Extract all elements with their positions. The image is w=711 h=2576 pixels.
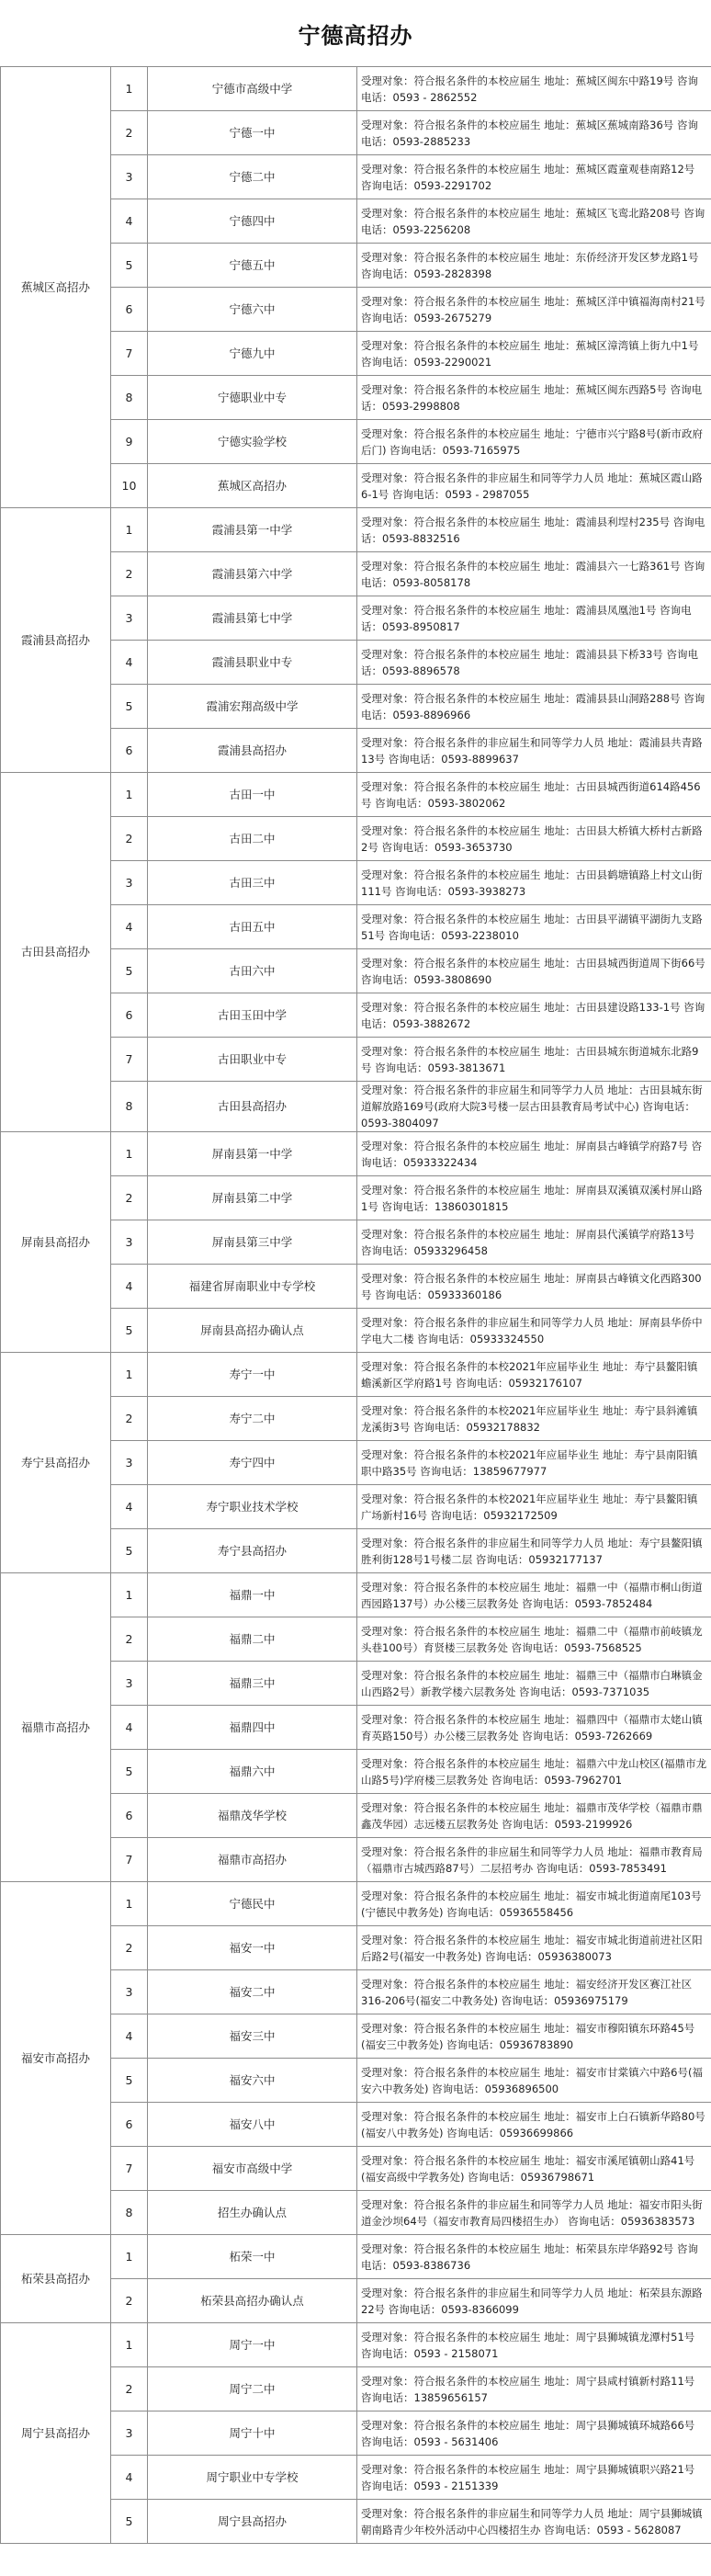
row-number: 5	[111, 949, 148, 993]
row-number: 7	[111, 1038, 148, 1082]
school-info: 受理对象：符合报名条件的本校2021年应届毕业生 地址：寿宁县南阳镇职中路35号 咨询电话：13859677977	[357, 1441, 711, 1485]
school-info: 受理对象：符合报名条件的本校2021年应届毕业生 地址：寿宁县鳌阳镇广场新村16号 咨询电话：05932172509	[357, 1485, 711, 1529]
school-name: 古田县高招办	[148, 1082, 357, 1132]
school-name: 周宁十中	[148, 2411, 357, 2456]
school-name: 霞浦宏翔高级中学	[148, 685, 357, 729]
district-name: 福鼎市高招办	[1, 1573, 111, 1882]
school-name: 周宁二中	[148, 2367, 357, 2411]
row-number: 6	[111, 993, 148, 1038]
school-info: 受理对象：符合报名条件的本校应届生 地址：福安市甘棠镇六中路6号(福安六中教务处) 咨询电话：05936896500	[357, 2059, 711, 2103]
school-info: 受理对象：符合报名条件的本校应届生 地址：周宁县咸村镇新村路11号 咨询电话：13859656157	[357, 2367, 711, 2411]
table-row	[1, 1573, 711, 1617]
row-number: 2	[111, 111, 148, 155]
school-name: 福安三中	[148, 2014, 357, 2059]
school-info: 受理对象：符合报名条件的本校应届生 地址：福鼎六中龙山校区(福鼎市龙山路5号)学府楼三层教务处 咨询电话：0593-7962701	[357, 1750, 711, 1794]
page-title: 宁德高招办	[298, 22, 413, 49]
school-name: 福安市高级中学	[148, 2147, 357, 2191]
school-info: 受理对象：符合报名条件的本校应届生 地址：屏南县古峰镇文化西路300号 咨询电话：05933360186	[357, 1265, 711, 1309]
district-name: 蕉城区高招办	[1, 67, 111, 508]
school-name: 古田六中	[148, 949, 357, 993]
row-number: 2	[111, 817, 148, 861]
school-name: 屏南县第三中学	[148, 1220, 357, 1265]
table-row	[1, 2235, 711, 2279]
row-number: 6	[111, 2103, 148, 2147]
row-number: 4	[111, 1265, 148, 1309]
row-number: 2	[111, 1617, 148, 1662]
school-name: 古田二中	[148, 817, 357, 861]
row-number: 10	[111, 464, 148, 508]
school-info: 受理对象：符合报名条件的非应届生和同等学力人员 地址：周宁县狮城镇朝南路青少年校外活动中心四楼招生办 咨询电话：0593 - 5628087	[357, 2500, 711, 2544]
table-body	[1, 67, 711, 2544]
row-number: 5	[111, 685, 148, 729]
school-name: 寿宁职业技术学校	[148, 1485, 357, 1529]
row-number: 3	[111, 1220, 148, 1265]
school-name: 古田五中	[148, 905, 357, 949]
school-name: 福鼎市高招办	[148, 1838, 357, 1882]
school-info: 受理对象：符合报名条件的本校应届生 地址：福鼎三中（福鼎市白琳镇金山西路2号）新教学楼六层教务处 咨询电话：0593-7371035	[357, 1662, 711, 1706]
table-row	[1, 1132, 711, 1176]
row-number: 1	[111, 67, 148, 111]
school-info: 受理对象：符合报名条件的本校应届生 地址：周宁县狮城镇环城路66号 咨询电话：0593 - 5631406	[357, 2411, 711, 2456]
school-name: 宁德实验学校	[148, 420, 357, 464]
district-name: 寿宁县高招办	[1, 1353, 111, 1573]
row-number: 6	[111, 1794, 148, 1838]
school-name: 宁德九中	[148, 332, 357, 376]
school-name: 福鼎六中	[148, 1750, 357, 1794]
district-name: 柘荣县高招办	[1, 2235, 111, 2323]
school-name: 福鼎一中	[148, 1573, 357, 1617]
school-name: 福安二中	[148, 1970, 357, 2014]
row-number: 2	[111, 1926, 148, 1970]
row-number: 2	[111, 2279, 148, 2323]
school-name: 柘荣县高招办确认点	[148, 2279, 357, 2323]
row-number: 2	[111, 2367, 148, 2411]
school-info: 受理对象：符合报名条件的本校应届生 地址：蕉城区闽东西路5号 咨询电话：0593-2998808	[357, 376, 711, 420]
row-number: 5	[111, 1750, 148, 1794]
school-name: 宁德五中	[148, 244, 357, 288]
school-name: 寿宁二中	[148, 1397, 357, 1441]
school-info: 受理对象：符合报名条件的本校应届生 地址：屏南县代溪镇学府路13号 咨询电话：05933296458	[357, 1220, 711, 1265]
school-name: 福鼎茂华学校	[148, 1794, 357, 1838]
school-name: 宁德职业中专	[148, 376, 357, 420]
school-info: 受理对象：符合报名条件的本校应届生 地址：福安市城北街道前进社区阳后路2号(福安一中教务处) 咨询电话：05936380073	[357, 1926, 711, 1970]
row-number: 9	[111, 420, 148, 464]
school-info: 受理对象：符合报名条件的本校应届生 地址：周宁县狮城镇职兴路21号 咨询电话：0593 - 2151339	[357, 2456, 711, 2500]
school-info: 受理对象：符合报名条件的本校应届生 地址：福鼎四中（福鼎市太姥山镇育英路150号）办公楼三层教务处 咨询电话：0593-7262669	[357, 1706, 711, 1750]
school-info: 受理对象：符合报名条件的本校应届生 地址：福安市溪尾镇朝山路41号(福安高级中学教务处) 咨询电话：05936798671	[357, 2147, 711, 2191]
school-name: 寿宁四中	[148, 1441, 357, 1485]
school-info: 受理对象：符合报名条件的本校应届生 地址：蕉城区飞鸾北路208号 咨询电话：0593-2256208	[357, 199, 711, 244]
school-name: 福建省屏南职业中专学校	[148, 1265, 357, 1309]
school-info: 受理对象：符合报名条件的本校应届生 地址：古田县城西街道614路456号 咨询电话：0593-3802062	[357, 773, 711, 817]
school-info: 受理对象：符合报名条件的本校2021年应届毕业生 地址：寿宁县斜滩镇龙溪街3号 咨询电话：05932178832	[357, 1397, 711, 1441]
school-info: 受理对象：符合报名条件的非应届生和同等学力人员 地址：霞浦县共青路13号 咨询电话：0593-8899637	[357, 729, 711, 773]
school-info: 受理对象：符合报名条件的本校应届生 地址：宁德市兴宁路8号(新市政府后门) 咨询电话：0593-7165975	[357, 420, 711, 464]
row-number: 3	[111, 155, 148, 199]
school-info: 受理对象：符合报名条件的本校应届生 地址：福安市穆阳镇东环路45号(福安三中教务处) 咨询电话：05936783890	[357, 2014, 711, 2059]
school-name: 宁德二中	[148, 155, 357, 199]
district-name: 周宁县高招办	[1, 2323, 111, 2544]
school-info: 受理对象：符合报名条件的本校应届生 地址：福鼎二中（福鼎市前岐镇龙头巷100号）育贤楼三层教务处 咨询电话：0593-7568525	[357, 1617, 711, 1662]
row-number: 4	[111, 641, 148, 685]
row-number: 1	[111, 1353, 148, 1397]
school-info: 受理对象：符合报名条件的非应届生和同等学力人员 地址：福安市阳头街道金沙坝64号（福安市教育局四楼招生办） 咨询电话：05936383573	[357, 2191, 711, 2235]
district-name: 福安市高招办	[1, 1882, 111, 2235]
row-number: 1	[111, 1573, 148, 1617]
school-name: 霞浦县第一中学	[148, 508, 357, 552]
school-name: 寿宁一中	[148, 1353, 357, 1397]
row-number: 1	[111, 2235, 148, 2279]
school-name: 福安八中	[148, 2103, 357, 2147]
school-info: 受理对象：符合报名条件的本校应届生 地址：霞浦县利埕村235号 咨询电话：0593-8832516	[357, 508, 711, 552]
school-name: 霞浦县第六中学	[148, 552, 357, 596]
row-number: 1	[111, 1132, 148, 1176]
school-info: 受理对象：符合报名条件的本校应届生 地址：古田县鹤塘镇路上村文山街111号 咨询电话：0593-3938273	[357, 861, 711, 905]
school-info: 受理对象：符合报名条件的本校应届生 地址：柘荣县东岸华路92号 咨询电话：0593-8386736	[357, 2235, 711, 2279]
school-name: 周宁一中	[148, 2323, 357, 2367]
row-number: 3	[111, 1970, 148, 2014]
district-name: 霞浦县高招办	[1, 508, 111, 773]
school-name: 霞浦县职业中专	[148, 641, 357, 685]
school-name: 屏南县第一中学	[148, 1132, 357, 1176]
school-name: 古田三中	[148, 861, 357, 905]
school-info: 受理对象：符合报名条件的本校应届生 地址：霞浦县六一七路361号 咨询电话：0593-8058178	[357, 552, 711, 596]
row-number: 3	[111, 1662, 148, 1706]
row-number: 8	[111, 376, 148, 420]
row-number: 7	[111, 2147, 148, 2191]
row-number: 1	[111, 2323, 148, 2367]
district-name: 古田县高招办	[1, 773, 111, 1132]
school-name: 周宁职业中专学校	[148, 2456, 357, 2500]
row-number: 5	[111, 1529, 148, 1573]
school-name: 福鼎四中	[148, 1706, 357, 1750]
school-info: 受理对象：符合报名条件的本校应届生 地址：古田县建设路133-1号 咨询电话：0593-3882672	[357, 993, 711, 1038]
row-number: 4	[111, 905, 148, 949]
school-name: 宁德四中	[148, 199, 357, 244]
school-name: 福安一中	[148, 1926, 357, 1970]
school-info: 受理对象：符合报名条件的本校应届生 地址：霞浦县县山洞路288号 咨询电话：0593-8896966	[357, 685, 711, 729]
school-info: 受理对象：符合报名条件的本校应届生 地址：霞浦县凤凰池1号 咨询电话：0593-8950817	[357, 596, 711, 641]
row-number: 2	[111, 1397, 148, 1441]
row-number: 7	[111, 1838, 148, 1882]
school-name: 宁德一中	[148, 111, 357, 155]
row-number: 1	[111, 508, 148, 552]
school-info: 受理对象：符合报名条件的本校应届生 地址：古田县大桥镇大桥村古新路2号 咨询电话：0593-3653730	[357, 817, 711, 861]
school-info: 受理对象：符合报名条件的本校应届生 地址：蕉城区洋中镇福海南村21号 咨询电话：0593-2675279	[357, 288, 711, 332]
school-info: 受理对象：符合报名条件的本校2021年应届毕业生 地址：寿宁县鳌阳镇蟾溪新区学府路1号 咨询电话：05932176107	[357, 1353, 711, 1397]
row-number: 4	[111, 2456, 148, 2500]
school-info: 受理对象：符合报名条件的本校应届生 地址：蕉城区闽东中路19号 咨询电话：0593 - 2862552	[357, 67, 711, 111]
school-info: 受理对象：符合报名条件的本校应届生 地址：古田县平湖镇平湖街九支路51号 咨询电话：0593-2238010	[357, 905, 711, 949]
row-number: 4	[111, 1485, 148, 1529]
row-number: 8	[111, 1082, 148, 1132]
row-number: 4	[111, 2014, 148, 2059]
school-name: 宁德市高级中学	[148, 67, 357, 111]
school-name: 霞浦县高招办	[148, 729, 357, 773]
table-row	[1, 1353, 711, 1397]
school-info: 受理对象：符合报名条件的本校应届生 地址：蕉城区霞童观巷南路12号 咨询电话：0593-2291702	[357, 155, 711, 199]
school-info: 受理对象：符合报名条件的本校应届生 地址：周宁县狮城镇龙潭村51号 咨询电话：0593 - 2158071	[357, 2323, 711, 2367]
table-row	[1, 508, 711, 552]
row-number: 2	[111, 552, 148, 596]
school-info: 受理对象：符合报名条件的本校应届生 地址：福安市城北街道南尾103号(宁德民中教务处) 咨询电话：05936558456	[357, 1882, 711, 1926]
row-number: 6	[111, 288, 148, 332]
row-number: 5	[111, 2059, 148, 2103]
row-number: 3	[111, 596, 148, 641]
registration-table	[0, 66, 711, 2544]
school-info: 受理对象：符合报名条件的本校应届生 地址：蕉城区漳湾镇上街九中1号 咨询电话：0593-2290021	[357, 332, 711, 376]
table-row	[1, 1882, 711, 1926]
school-info: 受理对象：符合报名条件的本校应届生 地址：福鼎市茂华学校（福鼎市鼎鑫茂华园）志远楼五层教务处 咨询电话：0593-2199926	[357, 1794, 711, 1838]
school-info: 受理对象：符合报名条件的非应届生和同等学力人员 地址：屏南县华侨中学电大二楼 咨询电话：05933324550	[357, 1309, 711, 1353]
row-number: 4	[111, 199, 148, 244]
school-info: 受理对象：符合报名条件的本校应届生 地址：蕉城区蕉城南路36号 咨询电话：0593-2885233	[357, 111, 711, 155]
school-name: 福安六中	[148, 2059, 357, 2103]
row-number: 3	[111, 1441, 148, 1485]
row-number: 5	[111, 2500, 148, 2544]
row-number: 2	[111, 1176, 148, 1220]
school-info: 受理对象：符合报名条件的本校应届生 地址：福安经济开发区赛江社区316-206号(福安二中教务处) 咨询电话：05936975179	[357, 1970, 711, 2014]
school-info: 受理对象：符合报名条件的本校应届生 地址：福鼎一中（福鼎市桐山街道西园路137号）办公楼三层教务处 咨询电话：0593-7852484	[357, 1573, 711, 1617]
row-number: 3	[111, 861, 148, 905]
school-name: 福鼎三中	[148, 1662, 357, 1706]
row-number: 5	[111, 1309, 148, 1353]
school-info: 受理对象：符合报名条件的本校应届生 地址：屏南县古峰镇学府路7号 咨询电话：05933322434	[357, 1132, 711, 1176]
table-row	[1, 2323, 711, 2367]
row-number: 6	[111, 729, 148, 773]
school-name: 招生办确认点	[148, 2191, 357, 2235]
school-name: 柘荣一中	[148, 2235, 357, 2279]
school-info: 受理对象：符合报名条件的本校应届生 地址：屏南县双溪镇双溪村屏山路1号 咨询电话：13860301815	[357, 1176, 711, 1220]
school-name: 古田一中	[148, 773, 357, 817]
school-name: 屏南县第二中学	[148, 1176, 357, 1220]
school-name: 寿宁县高招办	[148, 1529, 357, 1573]
row-number: 3	[111, 2411, 148, 2456]
school-name: 霞浦县第七中学	[148, 596, 357, 641]
school-name: 宁德民中	[148, 1882, 357, 1926]
district-name: 屏南县高招办	[1, 1132, 111, 1353]
school-info: 受理对象：符合报名条件的非应届生和同等学力人员 地址：蕉城区霞山路6-1号 咨询电话：0593 - 2987055	[357, 464, 711, 508]
school-info: 受理对象：符合报名条件的本校应届生 地址：福安市上白石镇新华路80号(福安八中教务处) 咨询电话：05936699866	[357, 2103, 711, 2147]
school-info: 受理对象：符合报名条件的非应届生和同等学力人员 地址：柘荣县东源路22号 咨询电话：0593-8366099	[357, 2279, 711, 2323]
school-name: 周宁县高招办	[148, 2500, 357, 2544]
table-row	[1, 67, 711, 111]
school-info: 受理对象：符合报名条件的本校应届生 地址：古田县城东街道城东北路9号 咨询电话：0593-3813671	[357, 1038, 711, 1082]
row-number: 4	[111, 1706, 148, 1750]
row-number: 7	[111, 332, 148, 376]
school-name: 蕉城区高招办	[148, 464, 357, 508]
row-number: 1	[111, 773, 148, 817]
school-name: 古田职业中专	[148, 1038, 357, 1082]
row-number: 5	[111, 244, 148, 288]
school-name: 宁德六中	[148, 288, 357, 332]
school-info: 受理对象：符合报名条件的本校应届生 地址：霞浦县县下桥33号 咨询电话：0593-8896578	[357, 641, 711, 685]
title-bar	[0, 0, 711, 66]
row-number: 1	[111, 1882, 148, 1926]
school-info: 受理对象：符合报名条件的非应届生和同等学力人员 地址：福鼎市教育局（福鼎市古城西路87号）二层招考办 咨询电话：0593-7853491	[357, 1838, 711, 1882]
school-info: 受理对象：符合报名条件的本校应届生 地址：东侨经济开发区梦龙路1号 咨询电话：0593-2828398	[357, 244, 711, 288]
school-name: 古田玉田中学	[148, 993, 357, 1038]
school-name: 屏南县高招办确认点	[148, 1309, 357, 1353]
school-info: 受理对象：符合报名条件的本校应届生 地址：古田县城西街道周下街66号 咨询电话：0593-3808690	[357, 949, 711, 993]
school-info: 受理对象：符合报名条件的非应届生和同等学力人员 地址：寿宁县鳌阳镇胜利街128号1号楼二层 咨询电话：05932177137	[357, 1529, 711, 1573]
table-row	[1, 773, 711, 817]
row-number: 8	[111, 2191, 148, 2235]
school-info: 受理对象：符合报名条件的非应届生和同等学力人员 地址：古田县城东街道解放路169号(政府大院3号楼一层古田县教育局考试中心) 咨询电话：0593-3804097	[357, 1082, 711, 1132]
school-name: 福鼎二中	[148, 1617, 357, 1662]
